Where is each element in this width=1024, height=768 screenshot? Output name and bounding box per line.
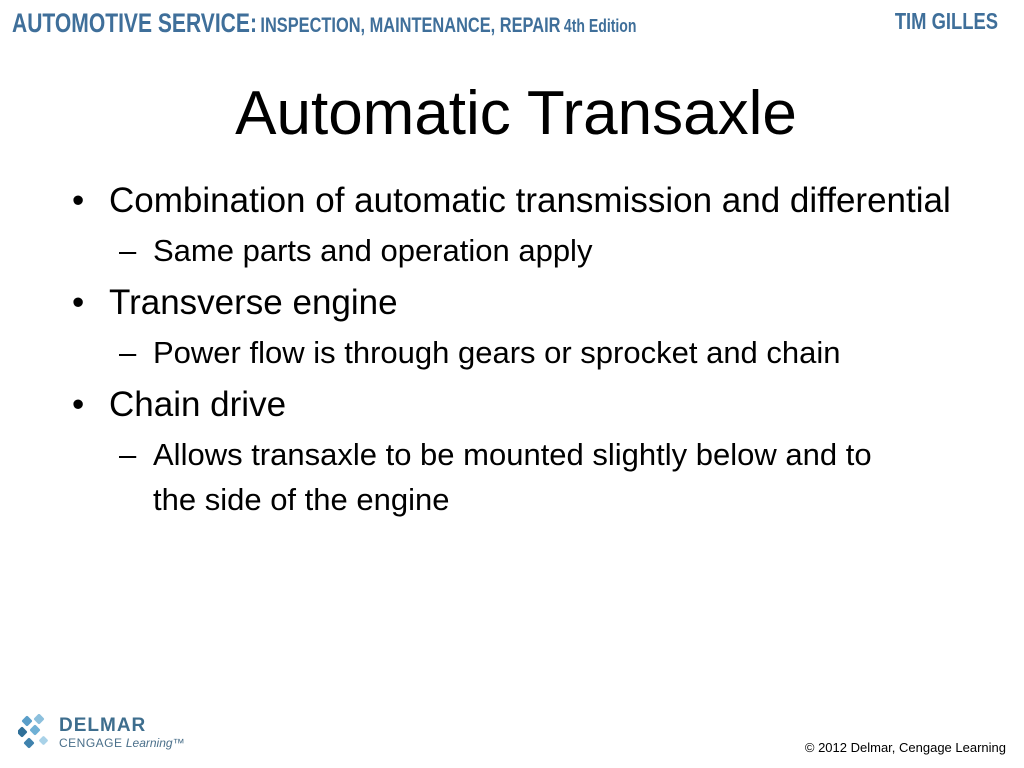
copyright-notice: © 2012 Delmar, Cengage Learning (804, 740, 1006, 755)
logo-tagline (59, 736, 185, 750)
series-title: AUTOMOTIVE SERVICE: (12, 8, 257, 38)
bullet-item (72, 280, 952, 375)
sub-bullet-text: Power flow is through gears or sprocket and chain (153, 335, 841, 370)
bullet-item (72, 178, 952, 273)
bullet-text: Transverse engine (109, 283, 398, 322)
bullet-text: Chain drive (109, 385, 287, 424)
logo-trademark: ™ (172, 736, 185, 750)
sub-bullet-text: Same parts and operation apply (153, 233, 593, 268)
bullet-list (72, 178, 952, 522)
sub-bullet-list (109, 330, 952, 375)
logo-wordmark: DELMAR (59, 715, 147, 736)
logo-learning: Learning (125, 736, 173, 750)
series-header (12, 8, 636, 39)
bullet-marker: • (72, 181, 85, 220)
sub-bullet-list (109, 228, 952, 273)
sub-bullet-marker: – (119, 437, 137, 472)
sub-bullet-item (119, 432, 913, 522)
bullet-item (72, 382, 952, 522)
sub-bullet-item (119, 330, 913, 375)
sub-bullet-list (109, 432, 952, 522)
slide-title: Automatic Transaxle (235, 79, 797, 148)
edition-label: 4th Edition (563, 16, 637, 36)
series-subtitle: INSPECTION, MAINTENANCE, REPAIR (260, 14, 561, 37)
sub-bullet-marker: – (119, 335, 137, 370)
bullet-marker: • (72, 283, 85, 322)
sub-bullet-marker: – (119, 233, 137, 268)
delmar-logo-icon (18, 714, 52, 750)
logo-cengage: CENGAGE (59, 736, 123, 750)
sub-bullet-item (119, 228, 913, 273)
bullet-marker: • (72, 385, 85, 424)
delmar-logo (18, 714, 198, 754)
author-name: TIM GILLES (894, 8, 998, 34)
sub-bullet-text: Allows transaxle to be mounted slightly below and to the side of the engine (153, 437, 872, 517)
bullet-text: Combination of automatic transmission and differential (109, 181, 951, 220)
